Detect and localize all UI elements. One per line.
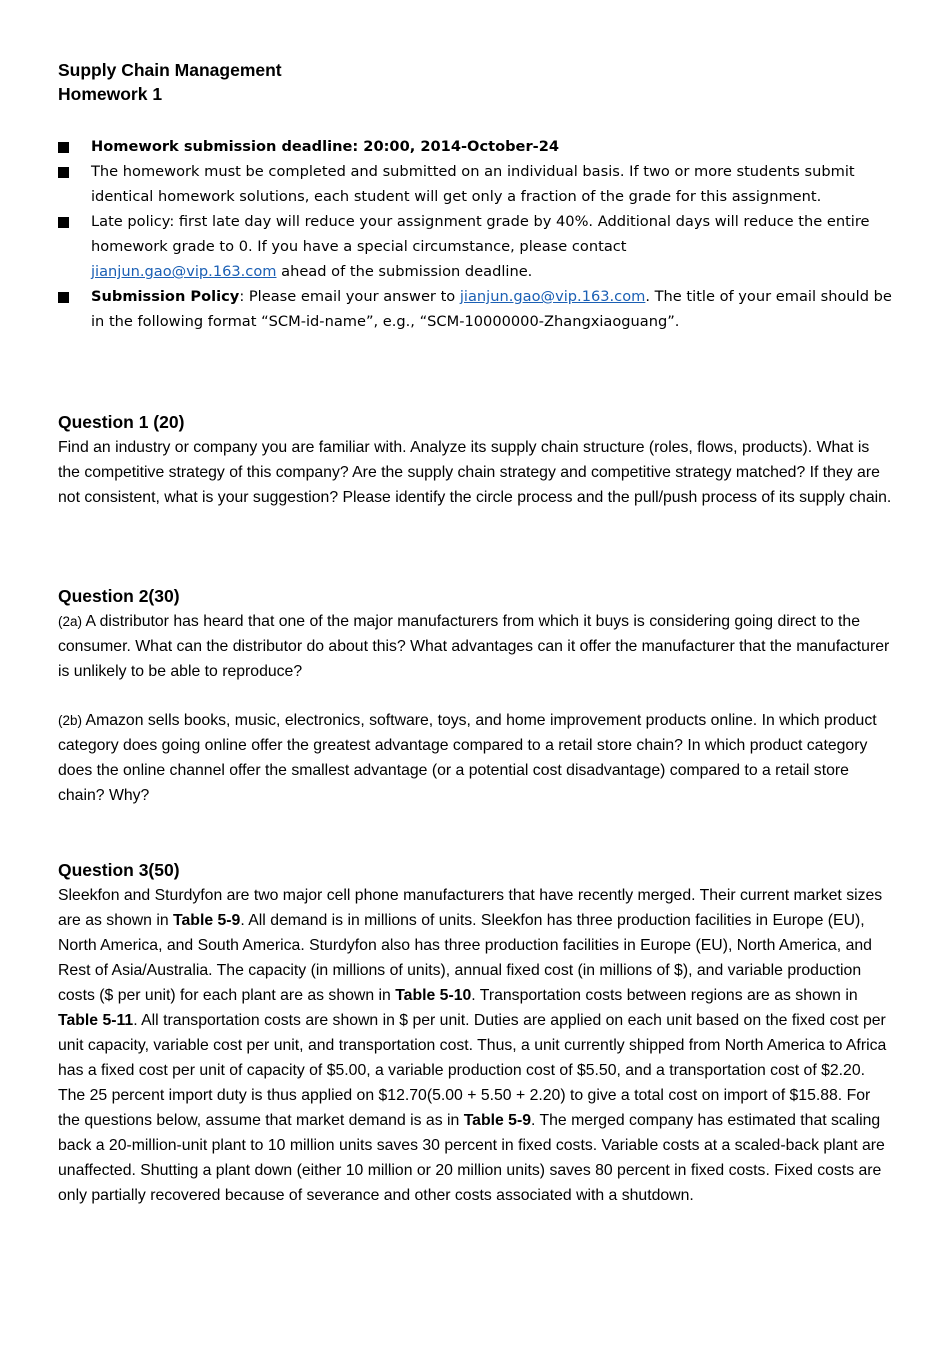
table-ref: Table 5-10 xyxy=(395,987,472,1004)
question-2a-body: A distributor has heard that one of the major manufacturers from which it buys is considering going direct to the consumer. What can the distributor do about this? What advantages can it offer the manufacturer that the manufacturer is unlikely to be able to reproduce? xyxy=(58,613,890,680)
late-policy-text: Late policy: first late day will reduce your assignment grade by 40%. Additional days will reduce the entire homework grade to 0. If you have a special circumstance, please contact xyxy=(91,213,870,255)
submission-policy-label: Submission Policy xyxy=(91,288,240,305)
list-item xyxy=(58,134,893,159)
submission-policy-text: : Please email your answer to xyxy=(239,288,456,305)
table-ref: Table 5-9 xyxy=(173,912,241,929)
instructions-list xyxy=(58,134,893,334)
list-item xyxy=(58,209,893,284)
question-3-text: . All transportation costs are shown in $ per unit. Duties are applied on each unit based on the fixed cost per unit capacity, variable cost per unit, and transportation cost. Thus, a unit currently shipped from North America to Africa has a fixed cost per unit of capacity of $5.00, a variable production cost of $5.50, and a transportation cost of $2.20. The 25 percent import duty is thus applied on $12.70(5.00 + 5.50 + 2.20) to give a total cost on import of $15.88. For the questions below, assume that market demand is as in xyxy=(58,1012,887,1129)
table-ref: Table 5-11 xyxy=(58,1012,134,1029)
course-title: Supply Chain Management xyxy=(58,60,282,80)
black-square-bullet-icon xyxy=(58,292,69,303)
question-2-title: Question 2(30) xyxy=(58,586,180,606)
question-3-title: Question 3(50) xyxy=(58,860,180,880)
submission-email-link[interactable]: jianjun.gao@vip.163.com xyxy=(459,288,646,305)
table-ref: Table 5-9 xyxy=(463,1112,531,1129)
question-3-text: . All demand is in millions of units. Sleekfon has three production facilities in Europe (EU), North America, and South America. Sturdyfon also has three production facilities in Europe (EU), North America, and Rest of Asia/Australia. The capacity (in millions of units), annual fixed cost (in millions of $), and variable production costs ($ per unit) for each plant are as shown in xyxy=(58,912,872,1004)
question-2a-tag: (2a) xyxy=(58,614,83,629)
assignment-title: Homework 1 xyxy=(58,84,163,104)
submission-policy-tail: . The title of your email should be in the following format “SCM-id-name”, e.g., “SCM-10000000-Zhangxiaoguang”. xyxy=(91,288,892,330)
black-square-bullet-icon xyxy=(58,142,69,153)
list-item xyxy=(58,284,893,334)
contact-email-link[interactable]: jianjun.gao@vip.163.com xyxy=(91,263,277,280)
question-3-text: . Transportation costs between regions are as shown in xyxy=(471,987,858,1004)
question-2b xyxy=(58,708,893,808)
question-2a xyxy=(58,609,893,684)
question-2b-tag: (2b) xyxy=(58,713,83,728)
late-policy-tail: ahead of the submission deadline. xyxy=(281,263,533,280)
list-item xyxy=(58,159,893,209)
deadline-text: Homework submission deadline: 20:00, 2014-October-24 xyxy=(91,138,560,155)
question-3-text: Sleekfon and Sturdyfon are two major cell phone manufacturers that have recently merged. Their current market sizes are as shown in xyxy=(58,887,883,929)
question-1-body: Find an industry or company you are familiar with. Analyze its supply chain structure (roles, flows, products). What is the competitive strategy of this company? Are the supply chain strategy and competitive strategy matched? If they are not consistent, what is your suggestion? Please identify the circle process and the pull/push process of its supply chain. xyxy=(58,439,892,506)
black-square-bullet-icon xyxy=(58,167,69,178)
black-square-bullet-icon xyxy=(58,217,69,228)
question-3-text: . The merged company has estimated that scaling back a 20-million-unit plant to 10 million units saves 30 percent in fixed costs. Variable costs at a scaled-back plant are unaffected. Shutting a plant down (either 10 million or 20 million units) saves 80 percent in fixed costs. Fixed costs are only partially recovered because of severance and other costs associated with a shutdown. xyxy=(58,1112,885,1204)
individual-policy-text: The homework must be completed and submitted on an individual basis. If two or more students submit identical homework solutions, each student will get only a fraction of the grade for this assignment. xyxy=(91,163,855,205)
question-2b-body: Amazon sells books, music, electronics, software, toys, and home improvement products online. In which product category does going online offer the greatest advantage compared to a retail store chain? In which product category does the online channel offer the smallest advantage (or a potential cost disadvantage) compared to a retail store chain? Why? xyxy=(58,712,877,804)
document-page xyxy=(58,58,893,1204)
question-3-body xyxy=(58,883,893,1208)
question-1-title: Question 1 (20) xyxy=(58,412,185,432)
